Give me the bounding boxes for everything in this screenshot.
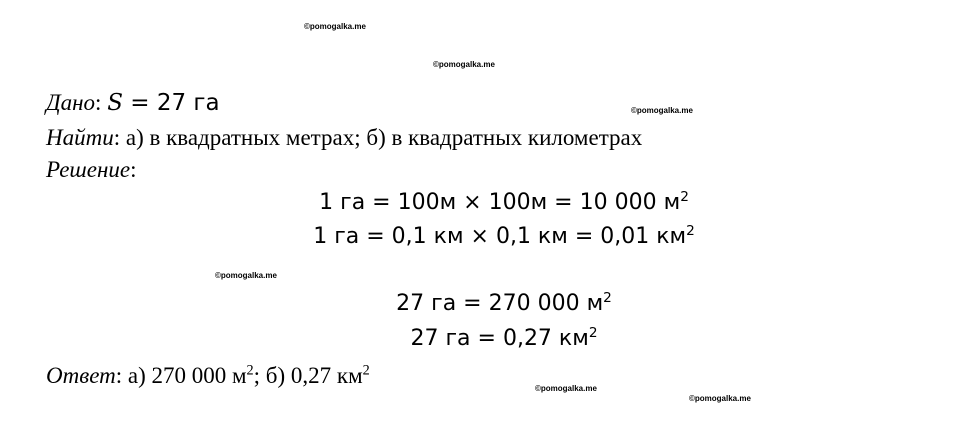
watermark: ©pomogalka.me <box>535 384 597 393</box>
given-label: Дано <box>46 90 96 115</box>
formula-exponent: 2 <box>680 188 689 205</box>
given-separator: : <box>95 90 102 115</box>
solution-label: Решение <box>46 157 131 182</box>
answer-text-a: : а) 270 000 м <box>115 363 247 388</box>
watermark: ©pomogalka.me <box>215 271 277 280</box>
formula-result-km2 <box>0 324 960 351</box>
solution-separator: : <box>130 157 137 182</box>
formula-result-m2 <box>0 289 960 316</box>
answer-label: Ответ <box>46 363 116 388</box>
answer-line <box>46 364 370 387</box>
answer-exponent-a: 2 <box>246 362 254 379</box>
find-line <box>46 126 642 149</box>
formula-hectare-km2 <box>0 222 960 249</box>
formula-exponent: 2 <box>588 324 598 341</box>
formula-text: 1 га = 0,1 км × 0,1 км = 0,01 км <box>313 224 687 249</box>
formula-text: 27 га = 270 000 м <box>396 291 604 316</box>
answer-exponent-b: 2 <box>362 362 370 379</box>
formula-text: 27 га = 0,27 км <box>410 326 589 351</box>
find-text: : а) в квадратных метрах; б) в квадратных километрах <box>113 125 643 150</box>
solution-line <box>46 158 137 181</box>
watermark: ©pomogalka.me <box>304 22 366 31</box>
given-line <box>46 91 220 115</box>
formula-exponent: 2 <box>686 222 695 239</box>
given-variable: S <box>107 90 123 116</box>
watermark: ©pomogalka.me <box>689 394 751 403</box>
formula-text: 1 га = 100м × 100м = 10 000 м <box>319 190 681 215</box>
formula-hectare-m2 <box>0 188 960 215</box>
answer-text-b: ; б) 0,27 км <box>253 363 363 388</box>
watermark: ©pomogalka.me <box>433 60 495 69</box>
given-value: 27 га <box>156 90 220 116</box>
given-equals: = <box>122 90 157 116</box>
find-label: Найти <box>46 125 114 150</box>
formula-exponent: 2 <box>603 289 612 306</box>
watermark: ©pomogalka.me <box>631 106 693 115</box>
